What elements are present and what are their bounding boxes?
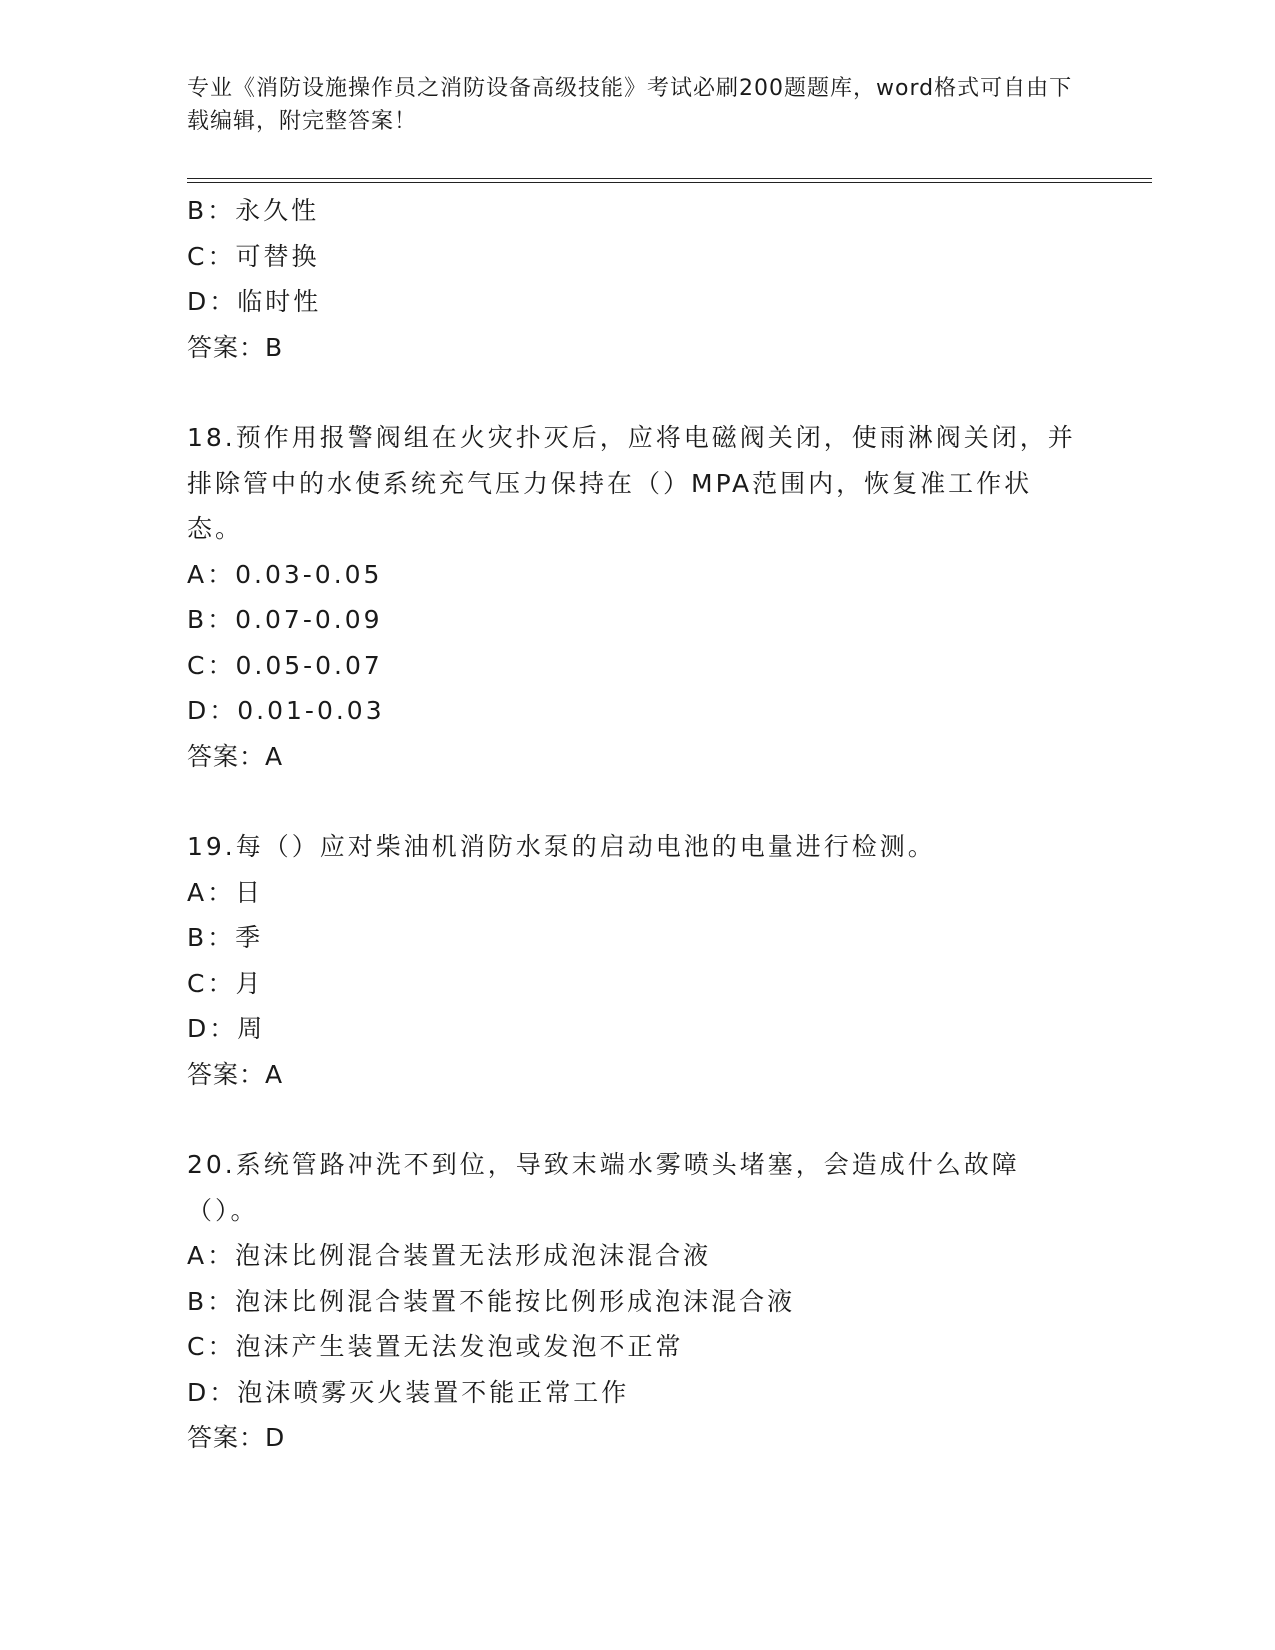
page-header [187, 72, 1087, 138]
spacer [187, 779, 1087, 824]
option-label: C： [187, 650, 236, 680]
answer-line: 答案：A [187, 741, 284, 771]
header-text: 专业《消防设施操作员之消防设备高级技能》考试必刷200题题库，word格式可自由下载编辑，附完整答案！ [187, 76, 1073, 134]
spacer [187, 1097, 1087, 1142]
option-b [187, 1279, 1087, 1325]
option-label: D： [187, 696, 238, 725]
option-label: D： [187, 287, 238, 316]
option-text: 0.05-0.07 [235, 650, 383, 680]
option-label: B： [187, 1286, 236, 1316]
option-d [187, 1006, 1087, 1052]
option-b [187, 915, 1087, 961]
spacer [187, 370, 1087, 415]
option-label: D： [187, 1014, 238, 1043]
answer-line: 答案：D [187, 1423, 286, 1452]
option-label: B： [187, 923, 236, 952]
option-label: A： [187, 877, 236, 907]
option-text: 日 [235, 877, 264, 907]
option-b [187, 188, 1087, 234]
option-d [187, 1370, 1087, 1416]
question-list [187, 188, 1087, 1461]
option-text: 泡沫产生装置无法发泡或发泡不正常 [235, 1332, 684, 1361]
option-text: 周 [237, 1014, 266, 1043]
option-c [187, 234, 1087, 280]
option-text: 0.07-0.09 [235, 605, 383, 634]
option-text: 泡沫比例混合装置不能按比例形成泡沫混合液 [235, 1286, 796, 1316]
option-text: 季 [235, 923, 264, 952]
question-18 [187, 415, 1087, 779]
option-label: D： [187, 1377, 238, 1407]
option-text: 0.01-0.03 [237, 696, 385, 725]
option-d [187, 279, 1087, 325]
option-b [187, 597, 1087, 643]
answer-line: 答案：B [187, 332, 284, 362]
option-label: C： [187, 1332, 236, 1361]
option-a [187, 1233, 1087, 1279]
option-c [187, 643, 1087, 689]
question-stem: 20.系统管路冲洗不到位，导致末端水雾喷头堵塞，会造成什么故障（）。 [187, 1150, 1020, 1225]
question-20 [187, 1142, 1087, 1461]
option-c [187, 1324, 1087, 1370]
header-rule-bottom [187, 182, 1152, 183]
option-d [187, 688, 1087, 734]
option-label: C： [187, 968, 236, 998]
question-stem: 18.预作用报警阀组在火灾扑灭后，应将电磁阀关闭，使雨淋阀关闭，并排除管中的水使系统充气压力保持在（）MPA范围内，恢复准工作状态。 [187, 423, 1076, 543]
option-text: 0.03-0.05 [235, 559, 383, 589]
option-text: 泡沫喷雾灭火装置不能正常工作 [237, 1377, 630, 1407]
option-label: A： [187, 559, 236, 589]
header-rule-top [187, 178, 1152, 179]
option-text: 月 [235, 968, 264, 998]
option-label: A： [187, 1241, 236, 1270]
option-c [187, 961, 1087, 1007]
option-text: 永久性 [235, 196, 320, 225]
option-text: 可替换 [235, 241, 320, 271]
answer-line: 答案：A [187, 1059, 284, 1089]
option-a [187, 870, 1087, 916]
option-text: 泡沫比例混合装置无法形成泡沫混合液 [235, 1241, 712, 1270]
option-label: B： [187, 605, 236, 634]
option-text: 临时性 [237, 287, 322, 316]
option-label: B： [187, 196, 236, 225]
question-19 [187, 824, 1087, 1097]
question-stem: 19.每（）应对柴油机消防水泵的启动电池的电量进行检测。 [187, 832, 936, 861]
prev-question-block [187, 188, 1087, 370]
option-label: C： [187, 241, 236, 271]
option-a [187, 552, 1087, 598]
